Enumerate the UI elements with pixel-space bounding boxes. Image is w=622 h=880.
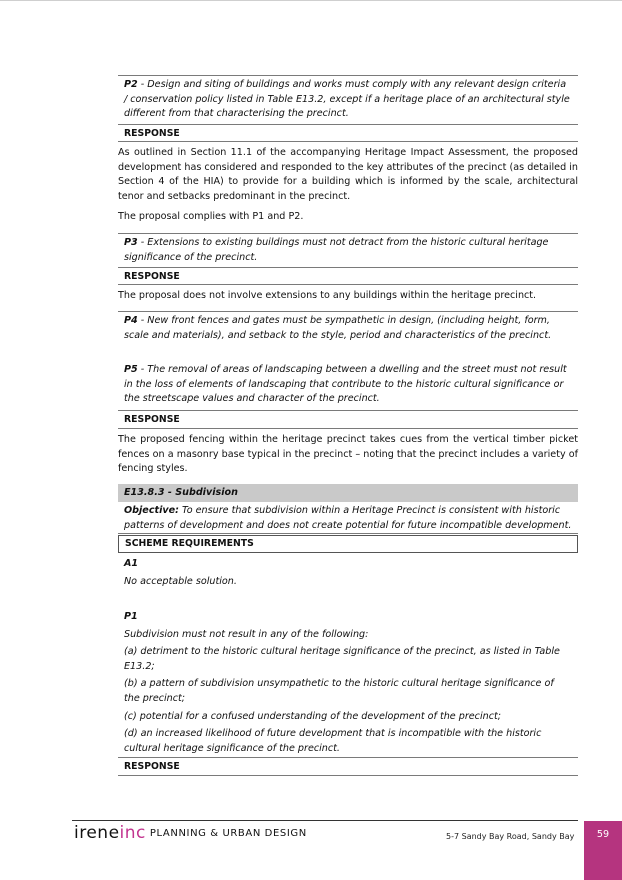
section-heading: E13.8.3 - Subdivision <box>118 484 578 502</box>
p5-requirement <box>124 363 572 407</box>
response-label: RESPONSE <box>118 757 578 776</box>
p3-title: P3 <box>124 237 138 248</box>
compliance-statement: The proposal complies with P1 and P2. <box>118 211 304 222</box>
response-paragraph: As outlined in Section 11.1 of the accompanying Heritage Impact Assessment, the proposed development has considered and responded to the key attributes of the precinct (as detailed in Section 4 of the HIA) to provide for a building which is informed by the scale, architectural tenor and setbacks predominant in the precinct. <box>118 147 578 202</box>
footer-rule <box>72 820 578 821</box>
p4-requirement <box>124 314 572 343</box>
scheme-requirements-header: SCHEME REQUIREMENTS <box>118 535 578 553</box>
brand-name-part2: inc <box>119 823 146 843</box>
objective-text: To ensure that subdivision within a Heritage Precinct is consistent with historic patterns of development and does not create potential for future incompatible development. <box>124 505 572 531</box>
a1-block <box>118 557 578 589</box>
response-paragraph: The proposed fencing within the heritage precinct takes cues from the vertical timber picket fences on a masonry base typical in the precinct – noting that the precinct includes a variety of fencing styles. <box>118 434 578 475</box>
p2-title: P2 <box>124 79 138 90</box>
p1-intro: Subdivision must not result in any of the following: <box>124 628 369 640</box>
p1-item: (b) a pattern of subdivision unsympathetic to the historic cultural heritage significance of the precinct; <box>124 678 554 704</box>
p1-item: (a) detriment to the historic cultural heritage significance of the precinct, as listed in Table E13.2; <box>124 646 560 672</box>
p4-title: P4 <box>124 315 138 326</box>
a1-title: A1 <box>124 558 139 569</box>
page-number: 59 <box>584 821 622 880</box>
p4-text: - New front fences and gates must be sympathetic in design, (including height, form, scale and materials), and setback to the style, period and characteristics of the precinct. <box>124 315 552 341</box>
objective-label: Objective: <box>124 505 179 516</box>
p2-text: - Design and siting of buildings and works must comply with any relevant design criteria / conservation policy listed in Table E13.2, except if a heritage place of an architectural style different from that characterising the precinct. <box>124 79 570 120</box>
objective <box>118 504 578 534</box>
p1-title: P1 <box>124 611 138 622</box>
footer-address: 5-7 Sandy Bay Road, Sandy Bay <box>446 832 575 841</box>
p5-text: - The removal of areas of landscaping between a dwelling and the street must not result in the loss of elements of landscaping that contribute to the historic cultural significance or the streetscape values and character of the precinct. <box>124 364 567 405</box>
brand-logo <box>74 822 307 845</box>
p3-text: - Extensions to existing buildings must not detract from the historic cultural heritage significance of the precinct. <box>124 237 549 263</box>
p1-item: (d) an increased likelihood of future development that is incompatible with the historic cultural heritage significance of the precinct. <box>124 728 542 754</box>
p5-title: P5 <box>124 364 138 376</box>
p1-block <box>118 610 578 756</box>
response-label: RESPONSE <box>118 267 578 285</box>
top-rule <box>0 0 622 1</box>
response-label: RESPONSE <box>118 124 578 142</box>
p3-requirement <box>118 233 578 265</box>
brand-name-part1: irene <box>74 823 120 843</box>
p2-requirement <box>118 75 578 122</box>
p4-p5-requirements <box>118 311 578 409</box>
brand-tagline: PLANNING & URBAN DESIGN <box>149 828 307 839</box>
response-label: RESPONSE <box>118 410 578 429</box>
p1-item: (c) potential for a confused understanding of the development of the precinct; <box>124 710 501 722</box>
response-paragraph: The proposal does not involve extensions to any buildings within the heritage precinct. <box>118 290 537 301</box>
a1-text: No acceptable solution. <box>124 575 237 587</box>
